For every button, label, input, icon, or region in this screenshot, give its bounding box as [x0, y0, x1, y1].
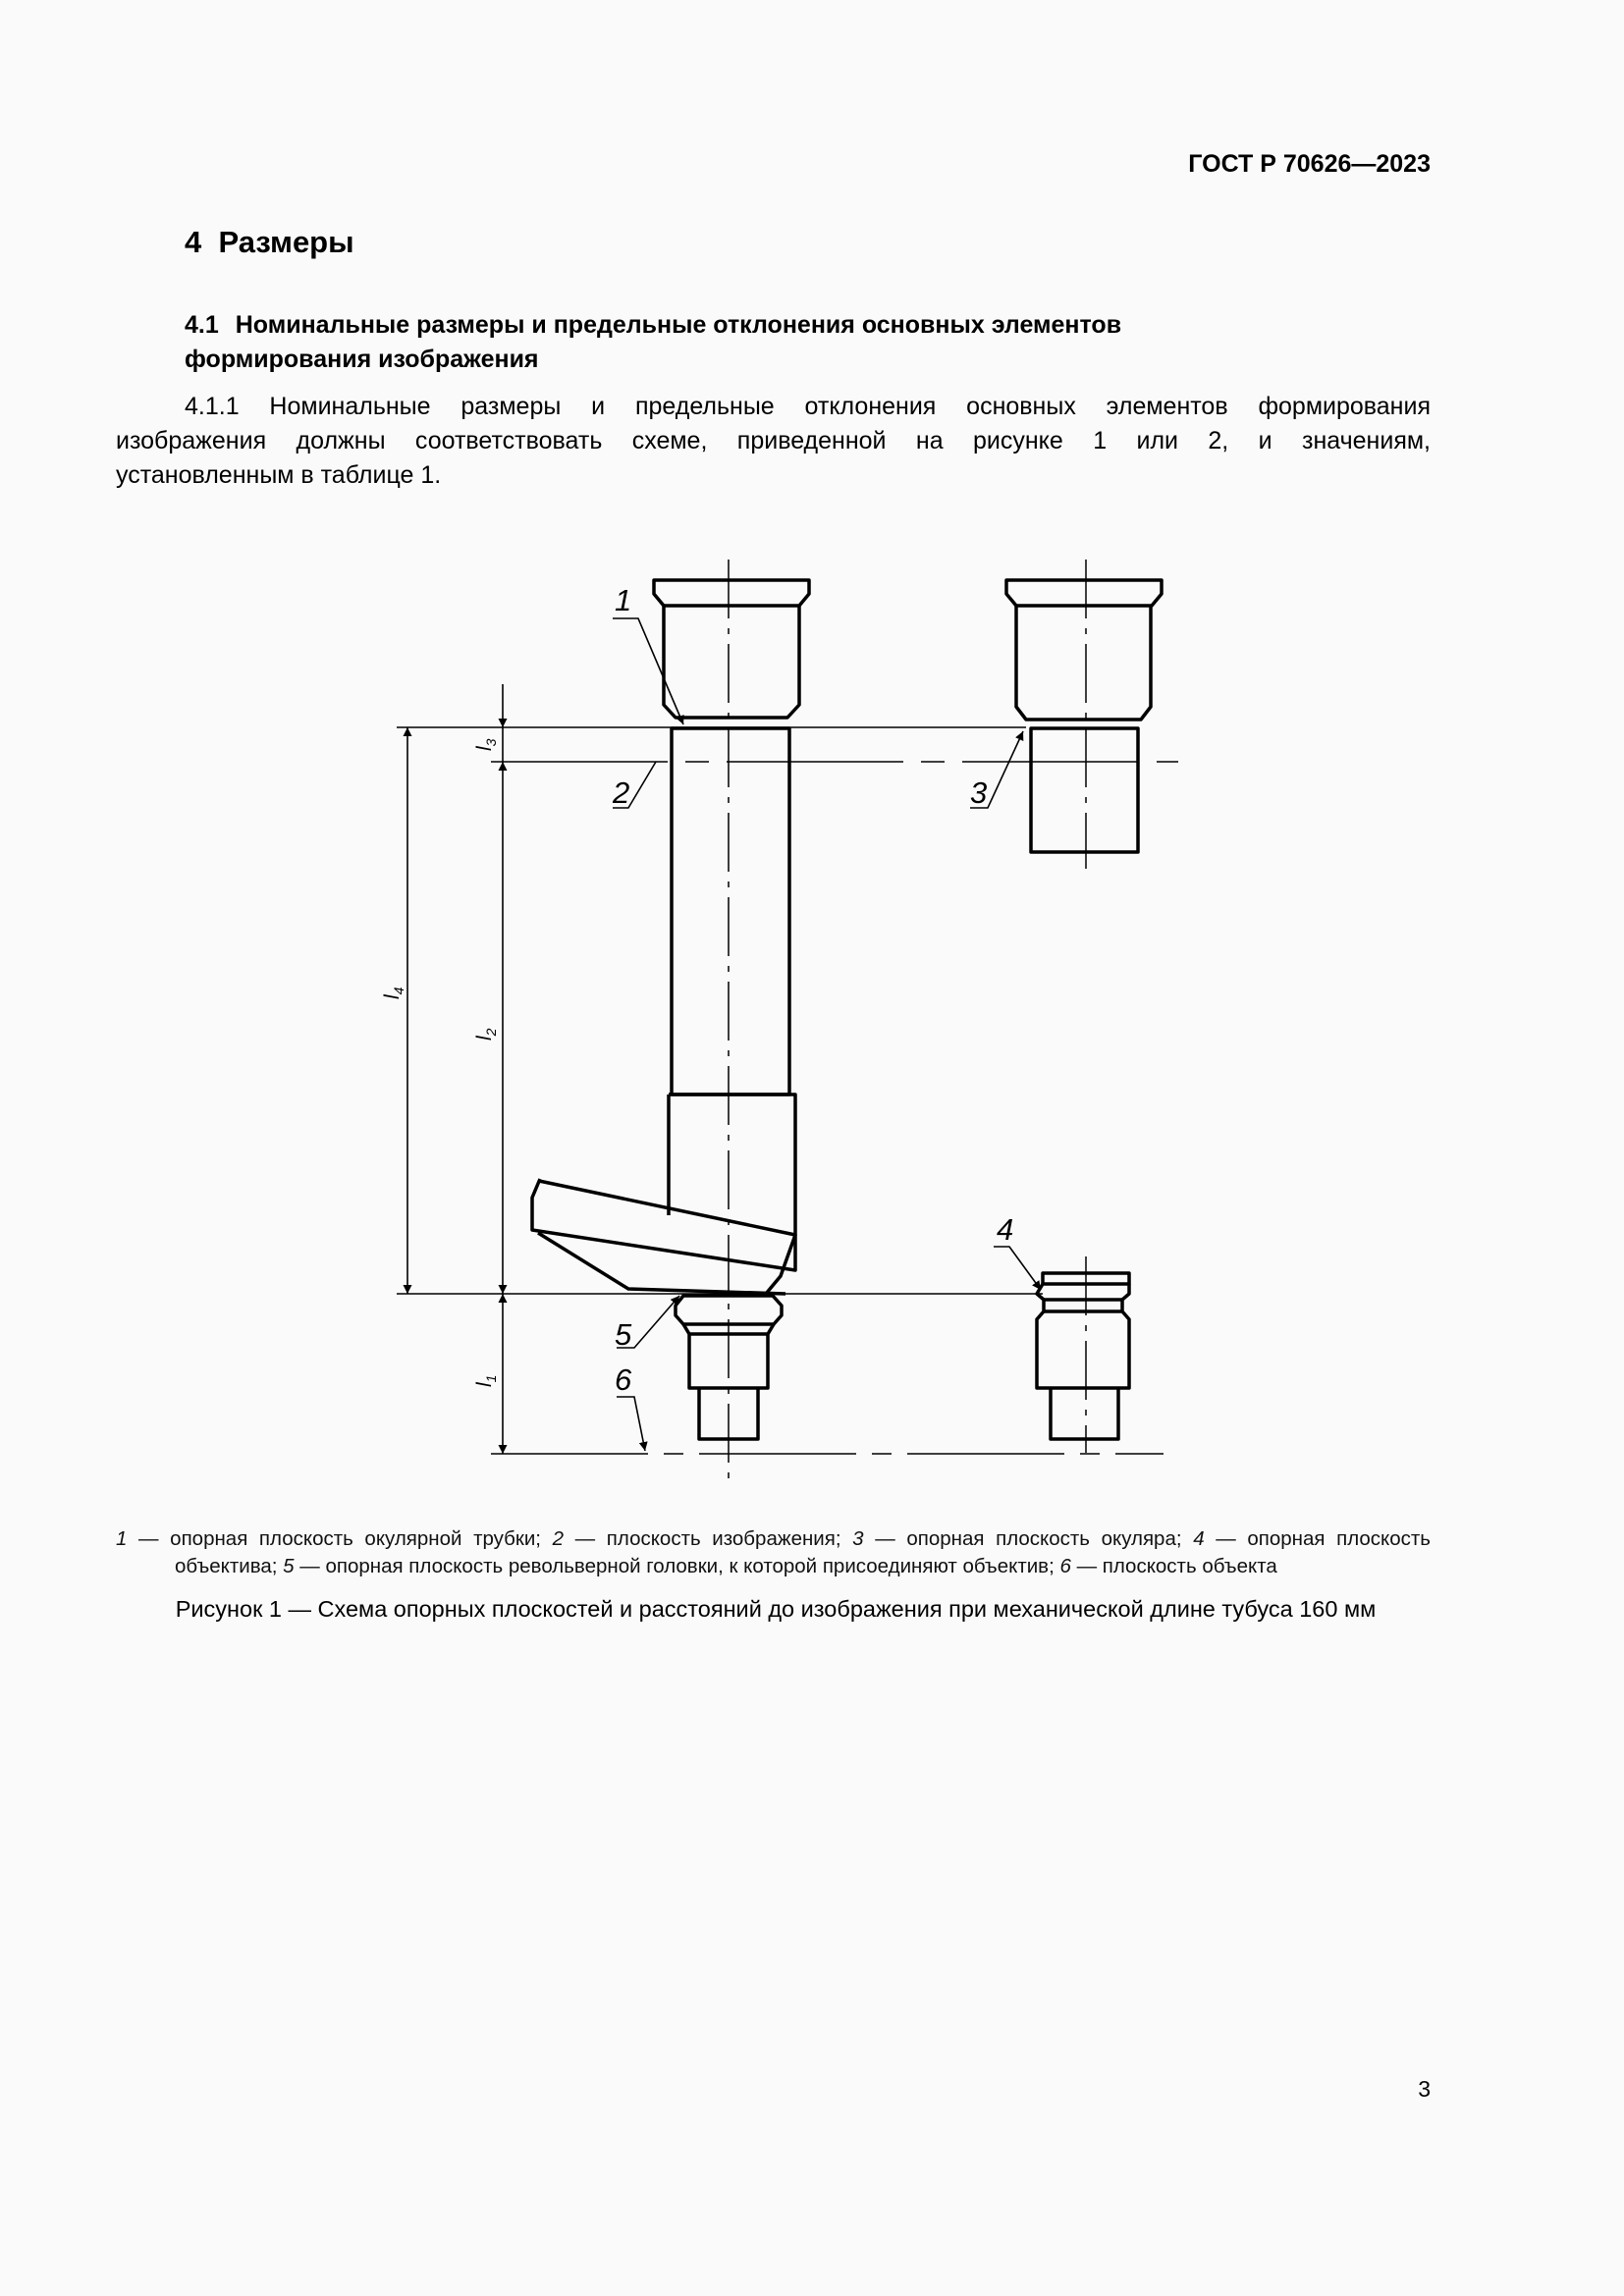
eyepiece-right [1006, 580, 1162, 606]
legend-text: — опорная плоскость [1204, 1527, 1431, 1550]
eyepiece-barrel [664, 606, 799, 718]
legend-num: 4 [1193, 1527, 1205, 1550]
legend-num: 2 [552, 1527, 565, 1550]
legend-text: — опорная плоскость револьверной головки, к которой присоединяют объектив; [294, 1555, 1060, 1577]
legend-num: 5 [283, 1555, 295, 1577]
paragraph-line: изображения должны соответствовать схеме, приведенной на рисунке 1 или 2, и значениям, [116, 427, 1431, 454]
legend-text: — опорная плоскость окуляра; [863, 1527, 1194, 1550]
legend-line-1 [116, 1525, 1431, 1553]
revolver-head [532, 1179, 795, 1270]
subsection-number: 4.1 [185, 311, 219, 339]
callout-2: 2 [613, 775, 630, 810]
page-number: 3 [1418, 2076, 1431, 2102]
legend-text: — плоскость объекта [1070, 1555, 1277, 1577]
legend-num: 6 [1059, 1555, 1071, 1577]
figure-caption: Рисунок 1 — Схема опорных плоскостей и расстояний до изображения при механической длине тубуса 160 мм [175, 1596, 1377, 1622]
callout-4: 4 [997, 1212, 1014, 1247]
legend-line-2 [116, 1553, 1431, 1580]
figure-legend [116, 1525, 1431, 1580]
section-title-text: Размеры [218, 225, 354, 259]
legend-num: 3 [852, 1527, 864, 1550]
paragraph-line: 4.1.1 Номинальные размеры и предельные отклонения основных элементов формирования [185, 393, 1431, 420]
section-number: 4 [185, 225, 202, 259]
tube-lower-body [669, 1095, 795, 1294]
subsection-title-line1: Номинальные размеры и предельные отклонения основных элементов [235, 311, 1122, 339]
callout-6: 6 [615, 1362, 632, 1397]
legend-text: — опорная плоскость окулярной трубки; [127, 1527, 553, 1550]
eyepiece-cap [654, 580, 809, 606]
paragraph-line: установленным в таблице 1. [116, 461, 442, 489]
callout-3: 3 [970, 775, 988, 810]
legend-num: 1 [116, 1527, 128, 1550]
dim-label-l2: $l_2$ [473, 1028, 499, 1041]
dim-label-l4: $l_4$ [381, 987, 406, 999]
legend-text: — плоскость изображения; [564, 1527, 853, 1550]
legend-text: объектива; [175, 1555, 284, 1577]
dim-label-l1: $l_1$ [473, 1374, 499, 1387]
standard-code: ГОСТ Р 70626—2023 [1188, 150, 1431, 178]
subsection-title-line2: формирования изображения [185, 346, 539, 373]
callout-1: 1 [615, 583, 632, 617]
ocular-tube [672, 728, 789, 1095]
dim-label-l3: $l_3$ [473, 738, 499, 751]
callout-5: 5 [615, 1317, 632, 1352]
